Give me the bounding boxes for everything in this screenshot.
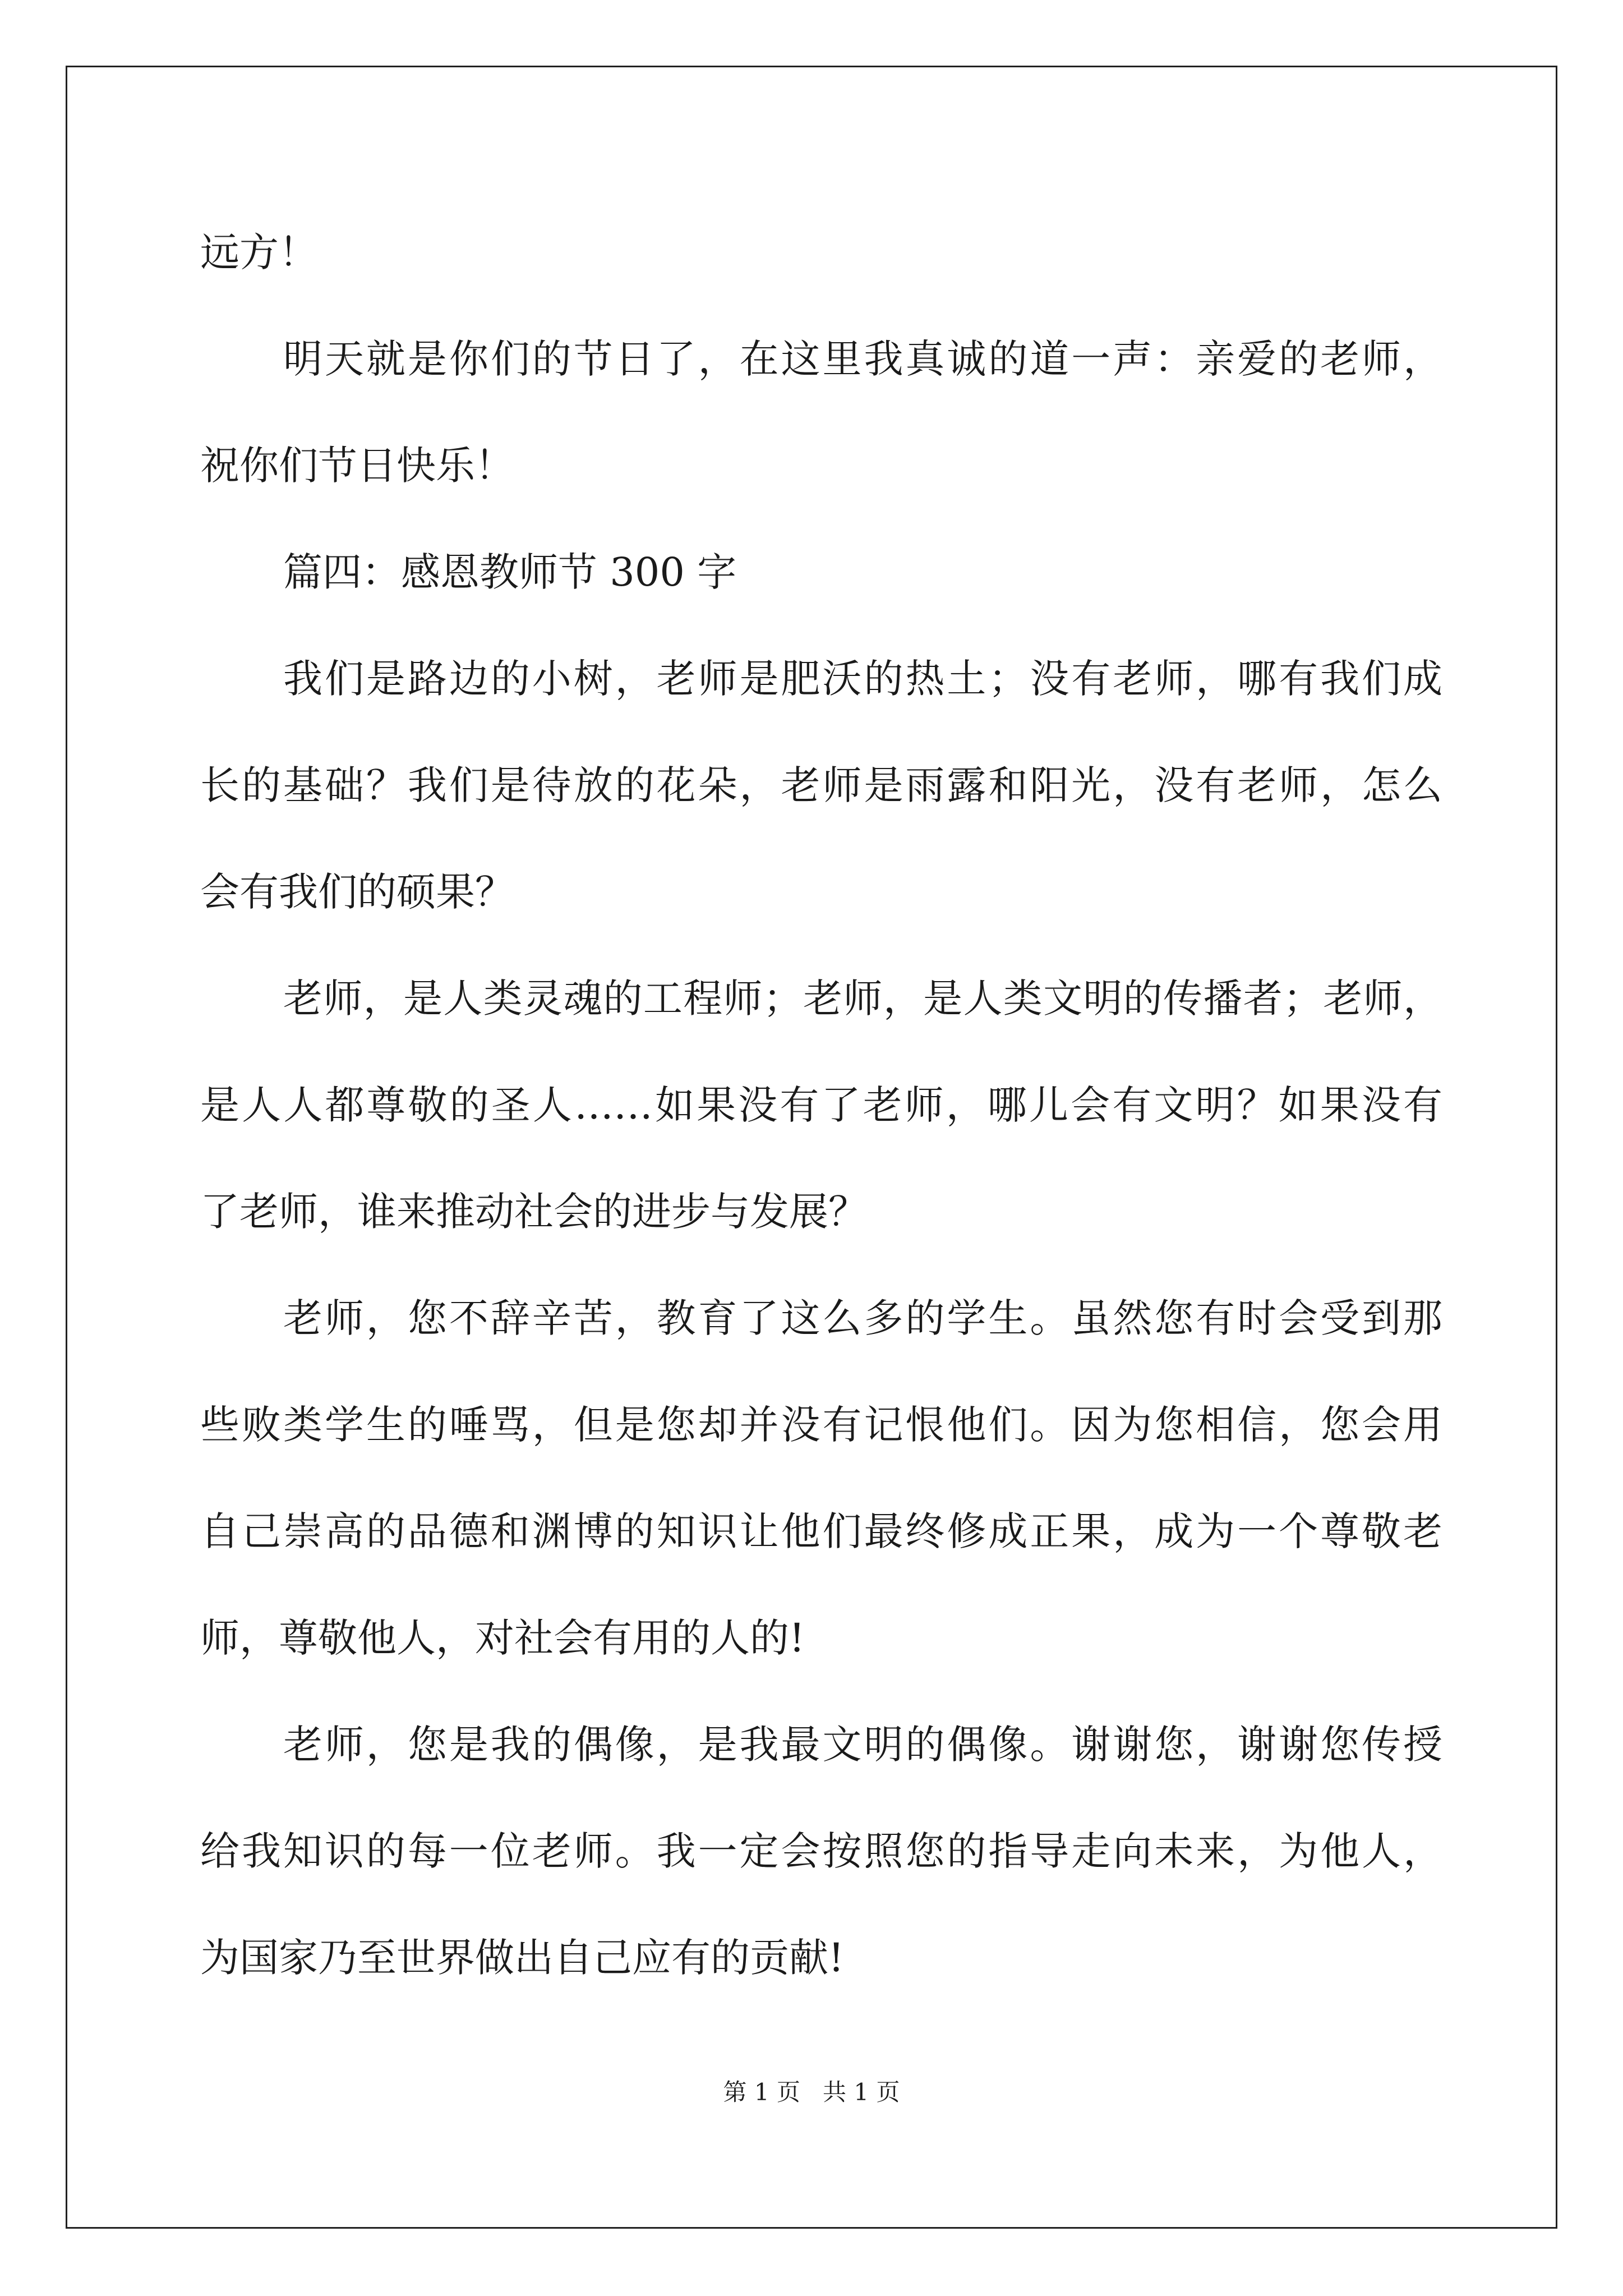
text-line: 了老师，谁来推动社会的进步与发展？ bbox=[200, 1189, 868, 1235]
text-line: 长的基础？我们是待放的花朵，老师是雨露和阳光，没有老师，怎么 bbox=[200, 762, 1442, 808]
text-line: 会有我们的硕果？ bbox=[200, 869, 514, 915]
paragraph-first-line: 老师，您是我的偶像，是我最文明的偶像。谢谢您，谢谢您传授 bbox=[283, 1722, 1442, 1768]
paragraph-first-line: 老师，您不辞辛苦，教育了这么多的学生。虽然您有时会受到那 bbox=[283, 1295, 1442, 1341]
paragraph-first-line: 明天就是你们的节日了，在这里我真诚的道一声：亲爱的老师， bbox=[283, 336, 1442, 382]
page-border bbox=[66, 66, 1557, 2229]
paragraph-first-line: 老师，是人类灵魂的工程师；老师，是人类文明的传播者；老师， bbox=[283, 976, 1442, 1022]
text-line: 为国家乃至世界做出自己应有的贡献! bbox=[200, 1935, 845, 1981]
text-line: 些败类学生的唾骂，但是您却并没有记恨他们。因为您相信，您会用 bbox=[200, 1402, 1442, 1448]
text-line: 是人人都尊敬的圣人……如果没有了老师，哪儿会有文明？如果没有 bbox=[200, 1082, 1442, 1128]
page-number-footer: 第 1 页 共 1 页 bbox=[723, 2078, 900, 2106]
text-line: 祝你们节日快乐！ bbox=[200, 443, 514, 489]
text-line: 远方！ bbox=[200, 229, 318, 275]
section-heading: 篇四：感恩教师节 300 字 bbox=[283, 549, 737, 595]
text-line: 师，尊敬他人，对社会有用的人的! bbox=[200, 1615, 805, 1661]
text-line: 自己崇高的品德和渊博的知识让他们最终修成正果，成为一个尊敬老 bbox=[200, 1508, 1442, 1554]
paragraph-first-line: 我们是路边的小树，老师是肥沃的热土；没有老师，哪有我们成 bbox=[283, 656, 1442, 702]
text-line: 给我知识的每一位老师。我一定会按照您的指导走向未来，为他人， bbox=[200, 1828, 1442, 1874]
